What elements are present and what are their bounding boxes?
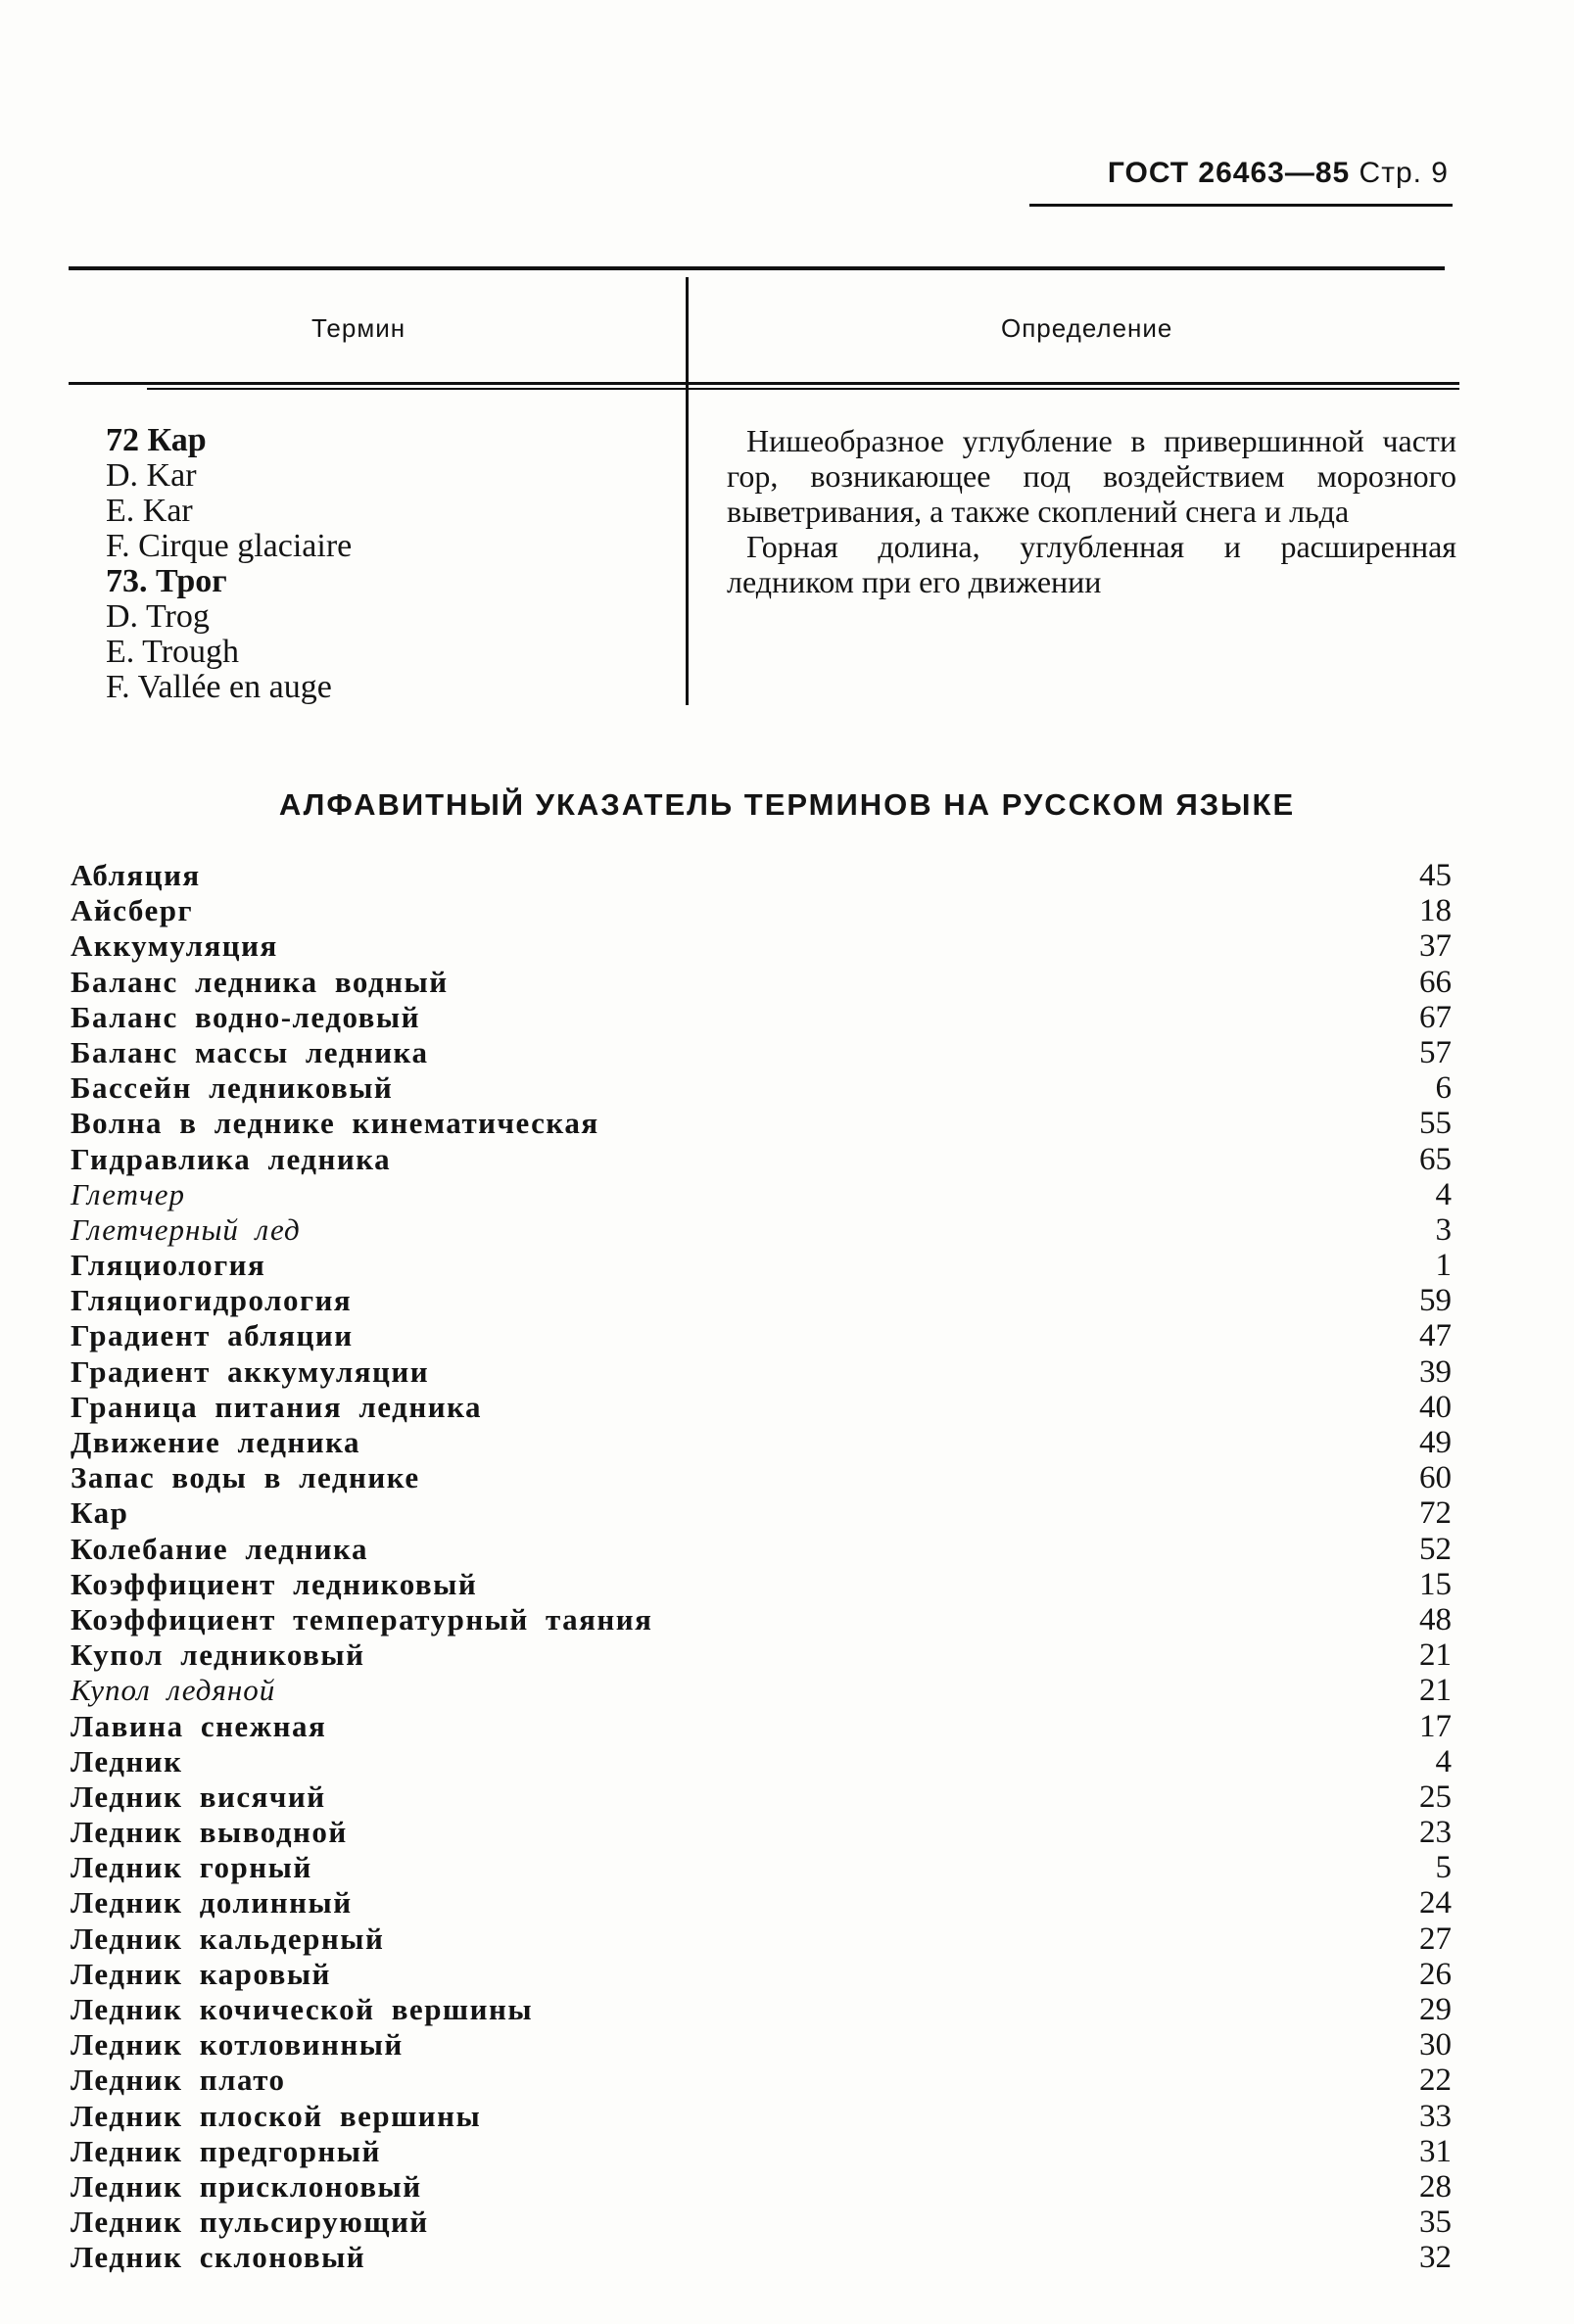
index-number: 45	[1419, 858, 1452, 893]
index-entry	[71, 1318, 1452, 1353]
index-term: Бассейн ледниковый	[71, 1070, 394, 1106]
index-term: Купол ледниковый	[71, 1637, 365, 1673]
index-entry	[71, 1248, 1452, 1283]
term-line: E. Kar	[106, 493, 193, 529]
term-line: 73. Трог	[106, 563, 227, 599]
index-entry	[71, 1390, 1452, 1425]
index-term: Запас воды в леднике	[71, 1460, 420, 1495]
term-line: 72 Кар	[106, 422, 207, 458]
index-entry	[71, 1602, 1452, 1637]
index-entry	[71, 1070, 1452, 1106]
index-entry	[71, 1425, 1452, 1460]
index-entry	[71, 928, 1452, 964]
index-term: Гляциология	[71, 1248, 266, 1283]
index-term: Гидравлика ледника	[71, 1141, 392, 1176]
index-number: 55	[1419, 1106, 1452, 1142]
index-term: Движение ледника	[71, 1425, 361, 1459]
index-number: 60	[1419, 1460, 1452, 1496]
page-header	[1108, 157, 1449, 190]
term-line: F. Cirque glaciaire	[106, 528, 353, 564]
index-term: Глетчер	[71, 1176, 186, 1211]
index-term: Айсберг	[71, 893, 194, 928]
index-term: Ледник кочической вершины	[71, 1992, 534, 2026]
index-entry	[71, 1035, 1452, 1070]
index-term: Градиент аккумуляции	[71, 1353, 430, 1389]
index-term: Ледник долинный	[71, 1885, 353, 1921]
index-term: Ледник склоновый	[71, 2240, 366, 2275]
index-number: 4	[1435, 1176, 1452, 1212]
index-term: Баланс водно-ледовый	[71, 999, 420, 1034]
index-number: 5	[1435, 1850, 1452, 1886]
index-entry	[71, 858, 1452, 893]
index-number: 6	[1435, 1070, 1452, 1107]
table-column-divider	[686, 277, 689, 705]
index-number: 31	[1419, 2133, 1452, 2169]
table-header-rule	[69, 382, 1459, 385]
index-number: 22	[1419, 2063, 1452, 2099]
index-entry	[71, 1709, 1452, 1744]
index-entry	[71, 2134, 1452, 2169]
index-term: Ледник каровый	[71, 1956, 331, 1991]
index-entry	[71, 1921, 1452, 1957]
index-number: 37	[1419, 928, 1452, 965]
index-title: АЛФАВИТНЫЙ УКАЗАТЕЛЬ ТЕРМИНОВ НА РУССКОМ ЯЗЫКЕ	[278, 787, 1296, 822]
term-column	[106, 423, 352, 705]
index-term: Аккумуляция	[71, 928, 278, 964]
index-term: Коэффициент температурный таяния	[71, 1601, 653, 1636]
index-number: 28	[1419, 2168, 1452, 2205]
standard-number: ГОСТ 26463—85	[1107, 157, 1351, 189]
index-entry	[71, 1532, 1452, 1567]
index-number: 66	[1419, 964, 1452, 1000]
index-entry	[71, 1567, 1452, 1602]
index-entry	[71, 1885, 1452, 1921]
index-term: Ледник плато	[71, 2063, 286, 2098]
index-term: Ледник	[71, 1743, 183, 1779]
index-entry	[71, 1283, 1452, 1318]
column-header-definition: Определение	[1001, 313, 1173, 343]
index-entry	[71, 1992, 1452, 2027]
index-entry	[71, 1212, 1452, 1248]
index-entry	[71, 1673, 1452, 1708]
index-term: Ледник предгорный	[71, 2133, 381, 2168]
index-entry	[71, 965, 1452, 1000]
index-number: 17	[1419, 1708, 1452, 1744]
index-entry	[71, 1744, 1452, 1779]
index-term: Коэффициент ледниковый	[71, 1566, 478, 1601]
term-line: F. Vallée en auge	[106, 669, 332, 705]
index-term: Глетчерный лед	[71, 1211, 301, 1247]
definition-text: Горная долина, углубленная и расширенная ледником при его движении	[727, 529, 1456, 599]
index-term: Колебание ледника	[71, 1531, 368, 1566]
index-number: 48	[1419, 1601, 1452, 1637]
index-number: 26	[1419, 1956, 1452, 1992]
index-entry	[71, 2027, 1452, 2063]
index-number: 57	[1419, 1034, 1452, 1070]
header-rule	[1029, 204, 1453, 207]
index-number: 59	[1419, 1283, 1452, 1319]
index-term: Ледник выводной	[71, 1815, 348, 1850]
index-entry	[71, 1177, 1452, 1212]
index-number: 35	[1419, 2205, 1452, 2241]
index-term: Купол ледяной	[71, 1673, 276, 1708]
term-line: D. Trog	[106, 598, 210, 635]
index-term: Градиент абляции	[71, 1318, 354, 1353]
index-term: Ледник кальдерный	[71, 1921, 385, 1956]
index-term: Ледник горный	[71, 1850, 312, 1885]
index-entry	[71, 1637, 1452, 1673]
index-term: Абляция	[71, 858, 201, 892]
index-term: Граница питания ледника	[71, 1389, 482, 1424]
page-number: Стр. 9	[1359, 157, 1449, 189]
index-term: Баланс ледника водный	[71, 964, 449, 999]
index-number: 65	[1419, 1141, 1452, 1177]
index-entry	[71, 1850, 1452, 1885]
index-entry	[71, 2063, 1452, 2098]
index-entry	[71, 1354, 1452, 1390]
index-number: 24	[1419, 1885, 1452, 1921]
index-number: 27	[1419, 1921, 1452, 1957]
index-term: Баланс массы ледника	[71, 1034, 429, 1069]
index-entry	[71, 1495, 1452, 1531]
index-entry	[71, 1460, 1452, 1495]
index-entry	[71, 2099, 1452, 2134]
index-term: Волна в леднике кинематическая	[71, 1106, 599, 1141]
index-number: 67	[1419, 999, 1452, 1035]
index-number: 1	[1435, 1248, 1452, 1284]
index-entry	[71, 1957, 1452, 1992]
index-term: Ледник висячий	[71, 1779, 326, 1814]
index-number: 32	[1419, 2240, 1452, 2276]
index-entry	[71, 2169, 1452, 2205]
index-term: Ледник присклоновый	[71, 2168, 422, 2204]
index-number: 47	[1419, 1318, 1452, 1354]
index-term: Ледник пульсирующий	[71, 2205, 429, 2240]
alphabetical-index	[71, 858, 1452, 2276]
index-term: Ледник плоской вершины	[71, 2098, 482, 2133]
definition-column	[727, 423, 1456, 599]
index-term: Ледник котловинный	[71, 2027, 404, 2063]
index-number: 33	[1419, 2098, 1452, 2134]
index-number: 49	[1419, 1425, 1452, 1460]
index-number: 21	[1419, 1673, 1452, 1709]
index-number: 25	[1419, 1779, 1452, 1815]
definition-text: Нишеобразное углубление в привершинной части гор, возникающее под воздействием морозного выветривания, а также скоплений снега и льда	[727, 423, 1456, 529]
index-number: 4	[1435, 1743, 1452, 1779]
table-top-rule	[69, 266, 1445, 270]
index-number: 21	[1419, 1637, 1452, 1674]
index-entry	[71, 2205, 1452, 2240]
index-term: Гляциогидрология	[71, 1283, 353, 1318]
term-line: E. Trough	[106, 634, 240, 670]
index-entry	[71, 1000, 1452, 1035]
index-term: Лавина снежная	[71, 1708, 327, 1743]
index-entry	[71, 893, 1452, 928]
index-entry	[71, 1106, 1452, 1141]
index-number: 39	[1419, 1353, 1452, 1390]
index-number: 30	[1419, 2027, 1452, 2063]
term-line: D. Kar	[106, 457, 197, 494]
index-entry	[71, 1142, 1452, 1177]
index-term: Кар	[71, 1495, 129, 1531]
index-entry	[71, 2240, 1452, 2275]
index-number: 52	[1419, 1531, 1452, 1567]
index-number: 40	[1419, 1389, 1452, 1425]
index-number: 18	[1419, 893, 1452, 929]
index-number: 15	[1419, 1566, 1452, 1602]
index-entry	[71, 1815, 1452, 1850]
index-number: 23	[1419, 1815, 1452, 1851]
index-number: 3	[1435, 1211, 1452, 1248]
column-header-term: Термин	[311, 313, 406, 343]
index-number: 29	[1419, 1992, 1452, 2027]
index-entry	[71, 1779, 1452, 1815]
index-number: 72	[1419, 1495, 1452, 1532]
table-header-rule-double	[147, 388, 1459, 390]
